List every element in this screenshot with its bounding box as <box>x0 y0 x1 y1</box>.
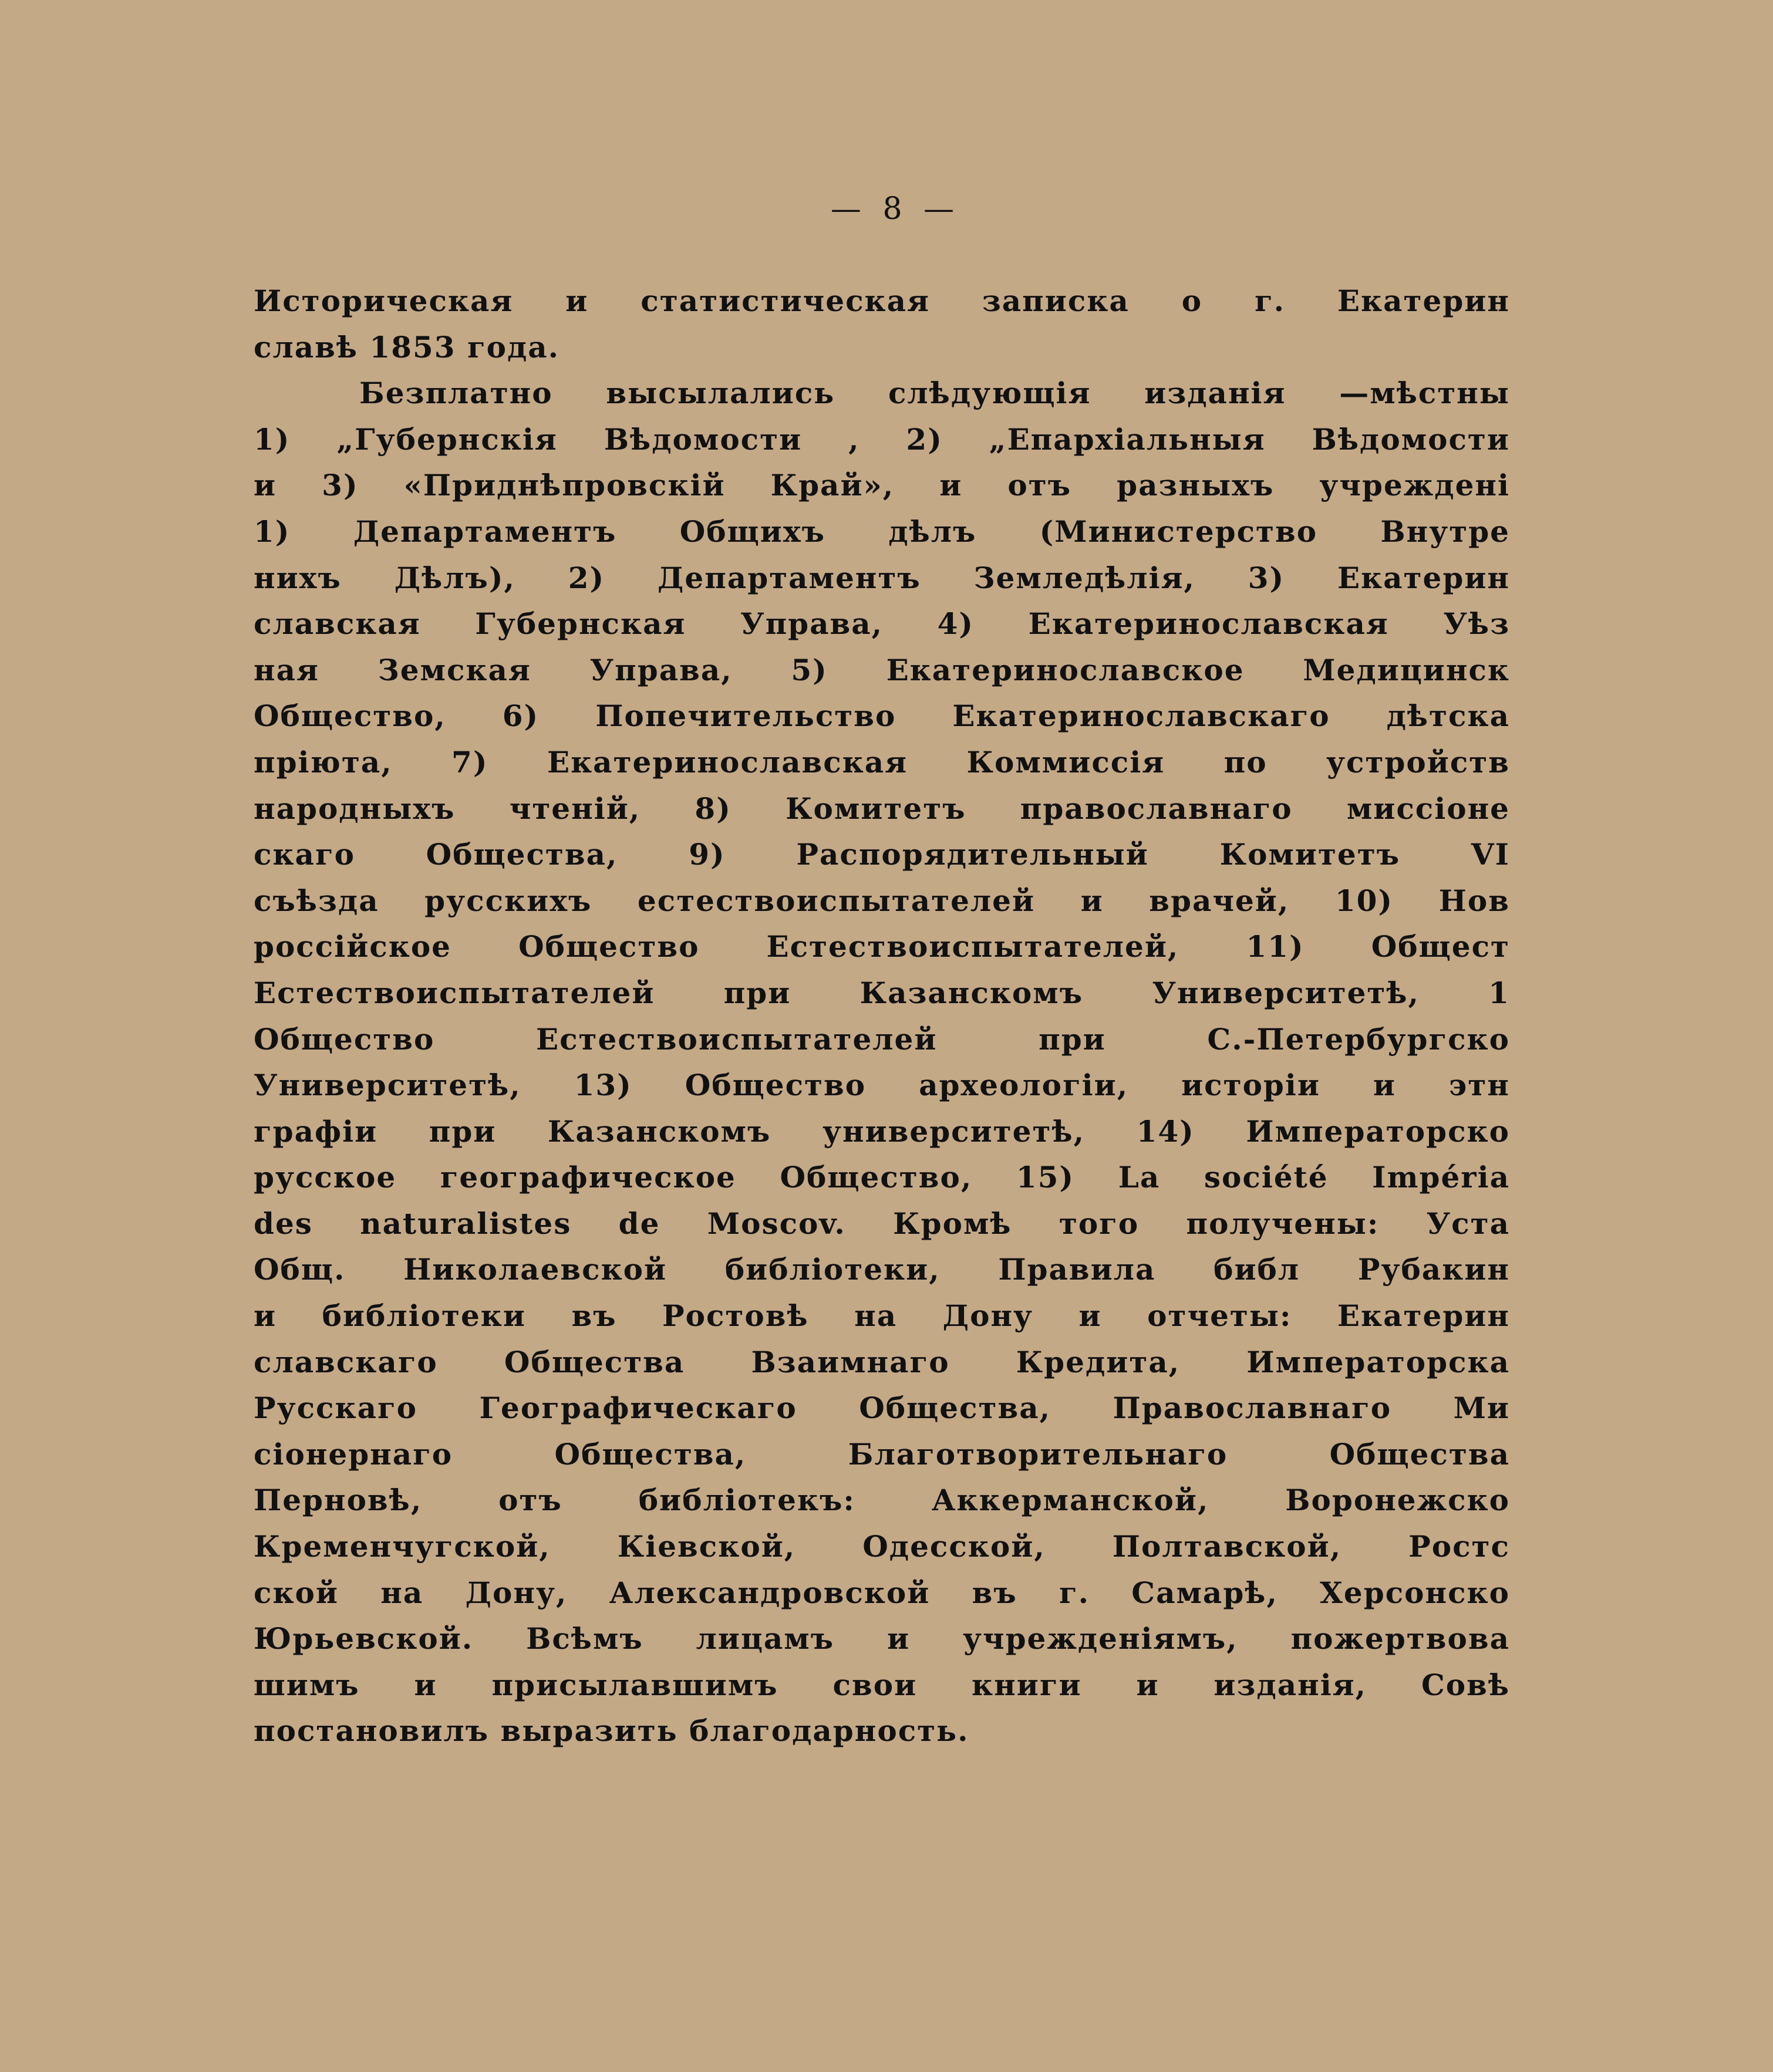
text-line: Общ. Николаевской библіотеки, Правила библ Рубакин <box>254 1252 1510 1287</box>
text-line: Кременчугской, Кіевской, Одесской, Полтавской, Ростс <box>254 1529 1510 1564</box>
text-line: Русскаго Географическаго Общества, Православнаго Ми <box>254 1391 1510 1426</box>
text-line: des naturalistes de Moscov. Кромѣ того получены: Уста <box>254 1206 1510 1241</box>
text-line: шимъ и присылавшимъ свои книги и изданія, Совѣ <box>254 1667 1510 1702</box>
text-line: Юрьевской. Всѣмъ лицамъ и учрежденіямъ, пожертвова <box>254 1621 1510 1656</box>
text-line: и 3) «Приднѣпровскій Край», и отъ разныхъ учреждені <box>254 468 1510 503</box>
text-line: ная Земская Управа, 5) Екатеринославское Медицинск <box>254 652 1510 687</box>
page-number: — 8 — <box>830 191 960 227</box>
text-line: россійское Общество Естествоиспытателей, 11) Общест <box>254 929 1510 964</box>
text-line: нихъ Дѣлъ), 2) Департаментъ Земледѣлія, 3) Екатерин <box>254 560 1510 595</box>
text-line: 1) „Губернскія Вѣдомости , 2) „Епархіальныя Вѣдомости <box>254 421 1510 457</box>
text-line: Перновѣ, отъ библіотекъ: Аккерманской, Воронежско <box>254 1483 1510 1518</box>
text-line: Историческая и статистическая записка о г. Екатерин <box>254 284 1510 318</box>
text-line: славскаго Общества Взаимнаго Кредита, Императорска <box>254 1344 1510 1379</box>
text-line: Общество, 6) Попечительство Екатеринославскаго дѣтска <box>254 698 1510 734</box>
text-line: съѣзда русскихъ естествоиспытателей и врачей, 10) Нов <box>254 883 1510 918</box>
text-line: пріюта, 7) Екатеринославская Коммиссія по устройств <box>254 744 1510 779</box>
text-line: и библіотеки въ Ростовѣ на Дону и отчеты: Екатерин <box>254 1298 1510 1334</box>
text-line: славѣ 1853 года. <box>254 329 560 365</box>
text-line: сіонернаго Общества, Благотворительнаго Общества <box>254 1436 1510 1472</box>
text-line: народныхъ чтеній, 8) Комитетъ православнаго миссіоне <box>254 791 1510 826</box>
text-line: Безплатно высылались слѣдующія изданія —мѣстны <box>359 376 1510 411</box>
text-line: русское географическое Общество, 15) La société Impéria <box>254 1160 1510 1195</box>
text-line: постановилъ выразить благодарность. <box>254 1713 969 1749</box>
text-line: скаго Общества, 9) Распорядительный Комитетъ VI <box>254 837 1510 872</box>
text-line: 1) Департаментъ Общихъ дѣлъ (Министерство Внутре <box>254 514 1510 549</box>
text-line: Общество Естествоиспытателей при С.-Петербургско <box>254 1021 1510 1057</box>
body-text <box>254 278 1510 1754</box>
text-line: Университетѣ, 13) Общество археологіи, исторіи и этн <box>254 1068 1510 1103</box>
text-line: славская Губернская Управа, 4) Екатеринославская Уѣз <box>254 606 1510 642</box>
text-line: ской на Дону, Александровской въ г. Самарѣ, Херсонско <box>254 1575 1510 1610</box>
text-line: Естествоиспытателей при Казанскомъ Университетѣ, 1 <box>254 975 1510 1010</box>
text-line: графіи при Казанскомъ университетѣ, 14) Императорско <box>254 1113 1510 1149</box>
